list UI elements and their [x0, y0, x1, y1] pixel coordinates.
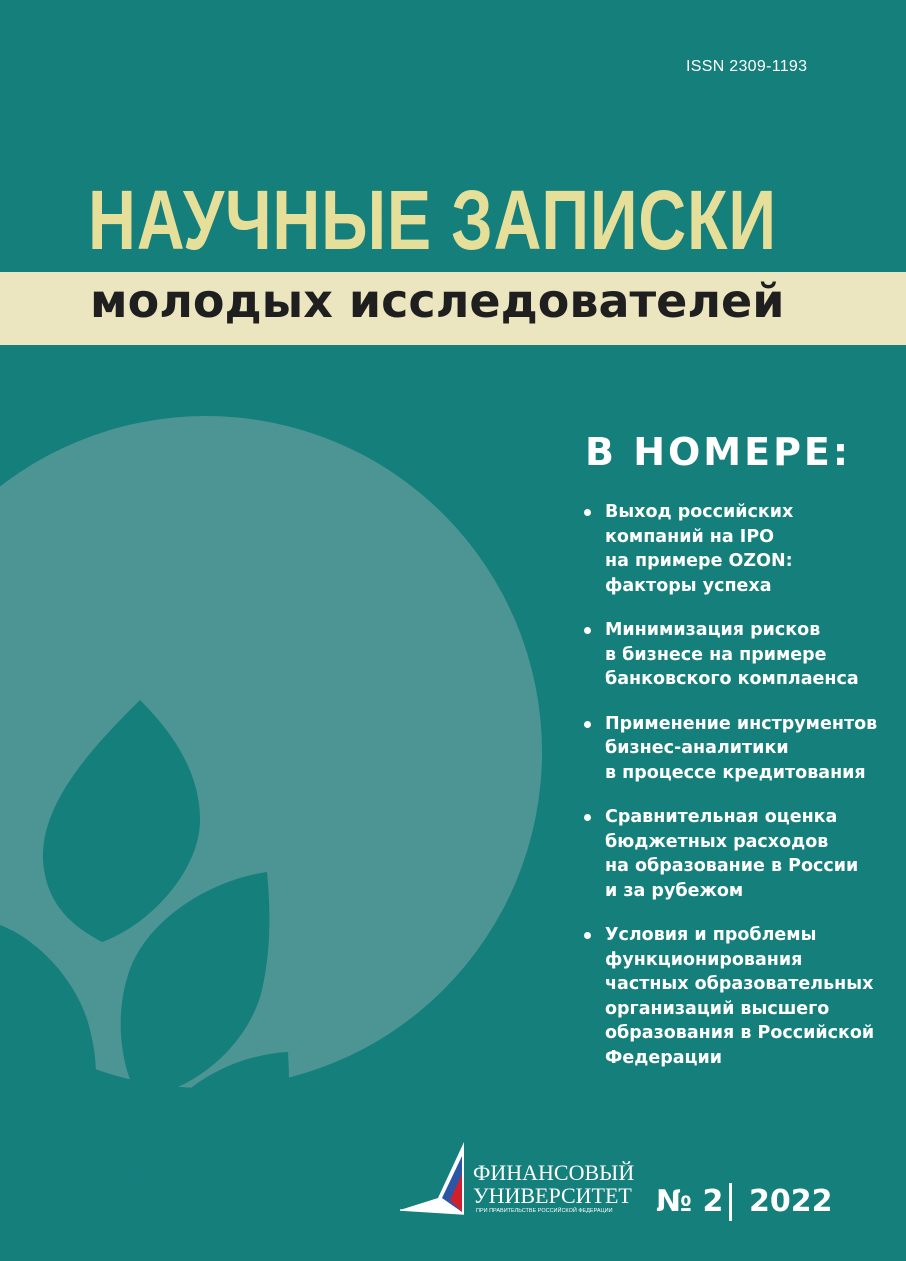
bullet-icon: [584, 814, 591, 821]
article-title: Сравнительная оценка бюджетных расходов на образование в России и за рубежом: [605, 807, 859, 901]
article-title: Применение инструментов бизнес-аналитики в процессе кредитования: [605, 713, 878, 783]
bullet-icon: [584, 721, 591, 728]
article-title: Выход российских компаний на IPO на примере OZON: факторы успеха: [605, 502, 794, 596]
list-item: [582, 500, 902, 598]
issn-label: ISSN 2309-1193: [686, 58, 808, 75]
publisher-name-line2: УНИВЕРСИТЕТ: [473, 1183, 632, 1208]
bullet-icon: [584, 932, 591, 939]
list-item: [582, 805, 902, 903]
bullet-icon: [584, 627, 591, 634]
issue-number: № 2: [656, 1184, 724, 1219]
background-circle: [0, 416, 542, 1088]
list-item: [582, 618, 902, 692]
bullet-icon: [584, 509, 591, 516]
journal-subtitle: молодых исследователей: [90, 274, 785, 328]
plant-stem: [0, 1082, 134, 1261]
article-title: Условия и проблемы функционирования частных образовательных организаций высшего образования в Российской Федерации: [605, 925, 875, 1068]
issue-divider: [729, 1183, 732, 1221]
article-title: Минимизация рисков в бизнесе на примере банковского комплаенса: [605, 620, 859, 689]
issue-year: 2022: [749, 1184, 833, 1219]
publisher-logo: [398, 1138, 638, 1218]
university-emblem-icon: [398, 1138, 473, 1218]
publisher-name-line1: ФИНАНСОВЫЙ: [473, 1160, 635, 1185]
journal-title: НАУЧНЫЕ ЗАПИСКИ: [88, 173, 777, 267]
contents-heading: В НОМЕРЕ:: [585, 430, 852, 474]
publisher-subtitle: ПРИ ПРАВИТЕЛЬСТВЕ РОССИЙСКОЙ ФЕДЕРАЦИИ: [476, 1208, 613, 1214]
list-item: [582, 923, 902, 1070]
contents-list: [582, 500, 902, 1090]
list-item: [582, 712, 902, 786]
